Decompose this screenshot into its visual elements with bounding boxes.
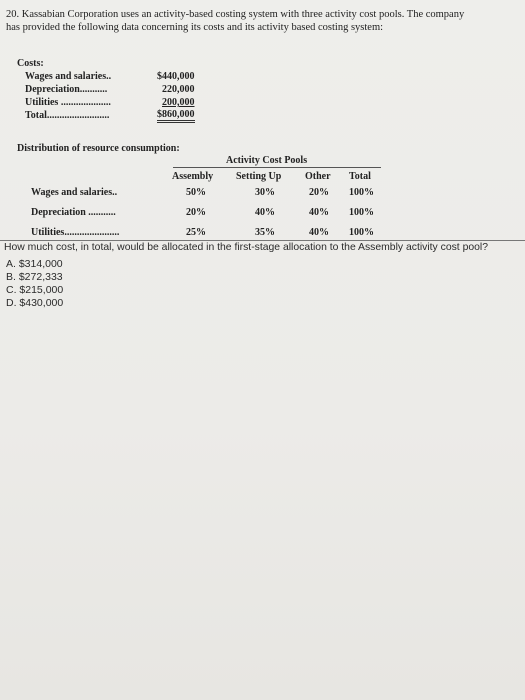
dist-cell: 100% [349, 227, 374, 238]
cost-value-total: $860,000 [157, 109, 195, 123]
column-header-other: Other [305, 171, 331, 182]
dist-cell: 25% [186, 227, 206, 238]
dist-row-label-wages: Wages and salaries.. [31, 187, 118, 198]
prompt-divider [0, 240, 525, 241]
question-line-1: 20. Kassabian Corporation uses an activity-based costing system with three activity cost pools. The company [6, 9, 465, 20]
dist-row-label-utilities: Utilities...................... [31, 227, 120, 238]
dist-cell: 20% [186, 207, 206, 218]
group-header-rule [173, 167, 381, 168]
activity-cost-pools-header: Activity Cost Pools [226, 155, 308, 166]
dist-cell: 40% [255, 207, 275, 218]
cost-value-wages: $440,000 [157, 71, 195, 82]
column-header-setting-up: Setting Up [236, 171, 282, 182]
dist-cell: 50% [186, 187, 206, 198]
answer-option-d[interactable]: D. $430,000 [6, 297, 64, 309]
question-prompt: How much cost, in total, would be allocated in the first-stage allocation to the Assembly activity cost pool? [4, 242, 488, 253]
dist-cell: 100% [349, 187, 374, 198]
dist-cell: 35% [255, 227, 275, 238]
dist-row-label-depreciation: Depreciation ........... [31, 207, 116, 218]
costs-heading: Costs: [17, 58, 44, 69]
cost-label-utilities: Utilities .................... [25, 97, 111, 108]
answer-option-b[interactable]: B. $272,333 [6, 271, 63, 283]
cost-label-total: Total......................... [25, 110, 110, 121]
distribution-heading: Distribution of resource consumption: [17, 143, 180, 154]
dist-cell: 20% [309, 187, 329, 198]
cost-value-depreciation: 220,000 [162, 84, 195, 95]
dist-cell: 30% [255, 187, 275, 198]
column-header-assembly: Assembly [172, 171, 214, 182]
dist-cell: 40% [309, 227, 329, 238]
dist-cell: 40% [309, 207, 329, 218]
cost-label-depreciation: Depreciation........... [25, 84, 108, 95]
answer-option-c[interactable]: C. $215,000 [6, 284, 64, 296]
cost-value-utilities: 200,000 [162, 97, 195, 108]
question-line-2: has provided the following data concerning its costs and its activity based costing system: [6, 22, 384, 33]
dist-cell: 100% [349, 207, 374, 218]
cost-label-wages: Wages and salaries.. [25, 71, 112, 82]
answer-option-a[interactable]: A. $314,000 [6, 258, 63, 270]
column-header-total: Total [349, 171, 371, 182]
